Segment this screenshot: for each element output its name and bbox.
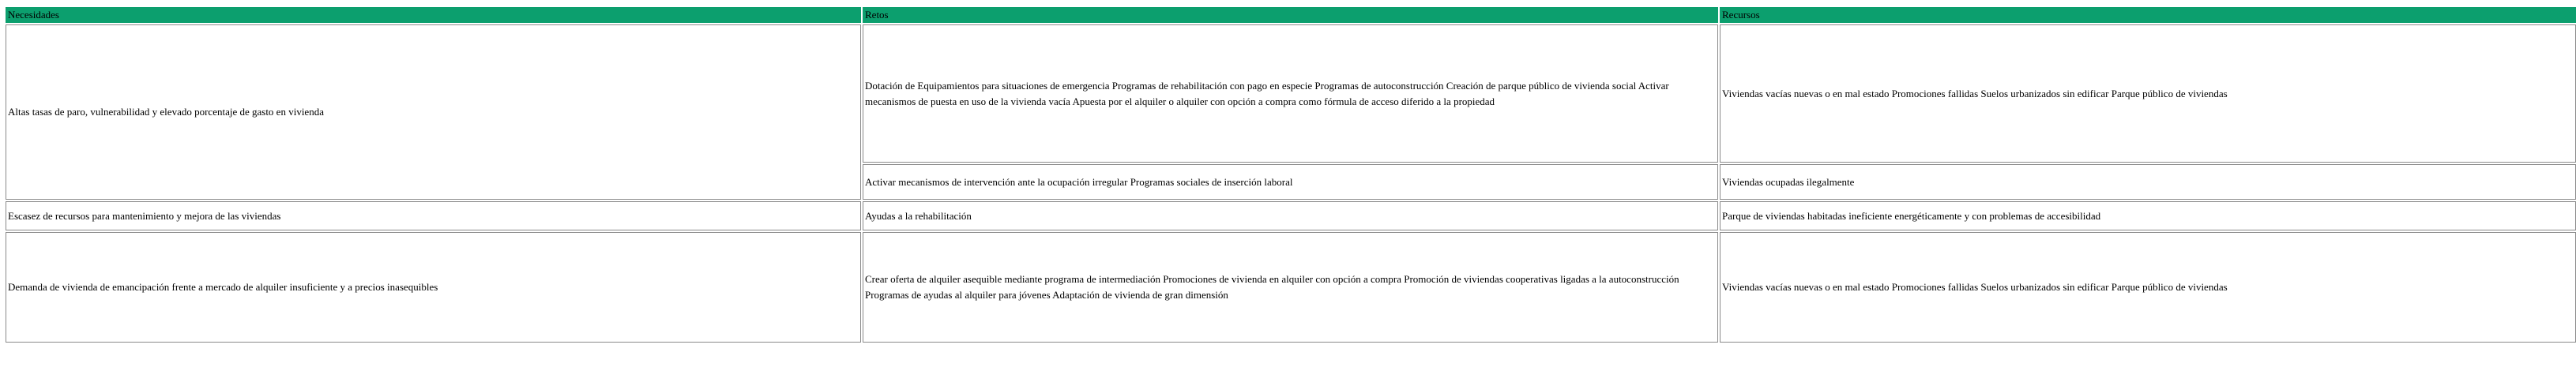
table-row [6, 232, 2576, 343]
header-retos: Retos [863, 7, 1718, 23]
cell-necesidad: Demanda de vivienda de emancipación frente a mercado de alquiler insuficiente y a precios inasequibles [6, 232, 861, 343]
table-row [6, 24, 2576, 163]
cell-recurso: Viviendas vacías nuevas o en mal estado Promociones fallidas Suelos urbanizados sin edificar Parque público de viviendas [1720, 24, 2576, 163]
cell-necesidad: Altas tasas de paro, vulnerabilidad y elevado porcentaje de gasto en vivienda [6, 24, 861, 200]
cell-necesidad: Escasez de recursos para mantenimiento y mejora de las viviendas [6, 201, 861, 230]
cell-reto: Crear oferta de alquiler asequible mediante programa de intermediación Promociones de vivienda en alquiler con opción a compra Promoción de viviendas cooperativas ligadas a la autoconstrucción Programas de ayudas al alquiler para jóvenes Adaptación de vivienda de gran dimensión [863, 232, 1718, 343]
cell-recurso: Viviendas ocupadas ilegalmente [1720, 164, 2576, 200]
cell-reto: Dotación de Equipamientos para situaciones de emergencia Programas de rehabilitación con pago en especie Programas de autoconstrucción Creación de parque público de vivienda social Activar mecanismos de puesta en uso de la vivienda vacía Apuesta por el alquiler o alquiler con opción a compra como fórmula de acceso diferido a la propiedad [863, 24, 1718, 163]
needs-challenges-resources-table [4, 6, 2576, 344]
header-necesidades: Necesidades [6, 7, 861, 23]
cell-recurso: Parque de viviendas habitadas ineficiente energéticamente y con problemas de accesibilidad [1720, 201, 2576, 230]
table-row [6, 201, 2576, 230]
cell-reto: Ayudas a la rehabilitación [863, 201, 1718, 230]
header-recursos: Recursos [1720, 7, 2576, 23]
cell-recurso: Viviendas vacías nuevas o en mal estado Promociones fallidas Suelos urbanizados sin edificar Parque público de viviendas [1720, 232, 2576, 343]
cell-reto: Activar mecanismos de intervención ante la ocupación irregular Programas sociales de inserción laboral [863, 164, 1718, 200]
table-header-row [6, 7, 2576, 23]
